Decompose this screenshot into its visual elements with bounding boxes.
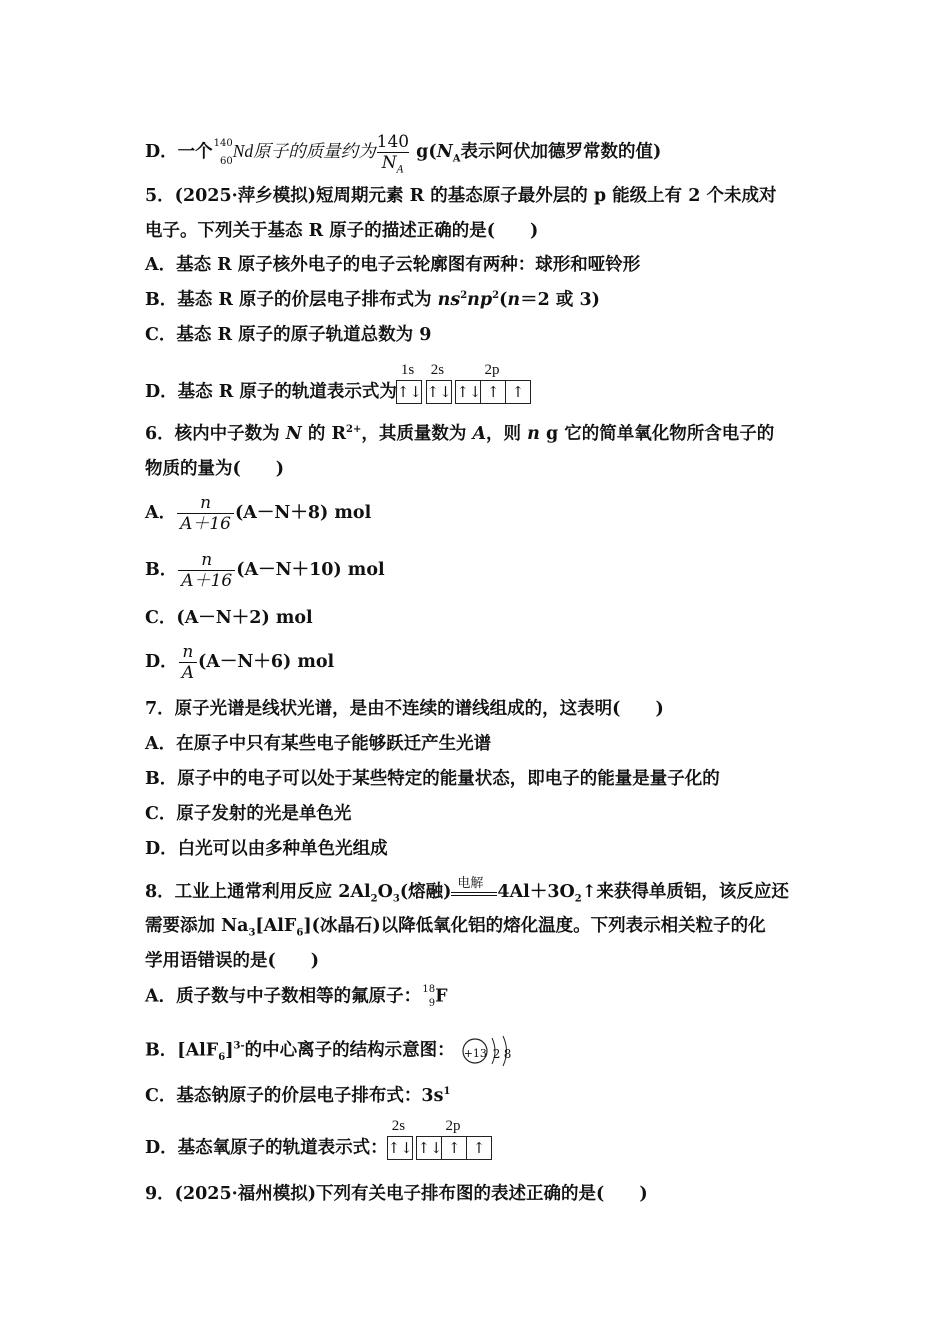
q4d-label: D．一个 [145, 142, 213, 162]
q9-stem: 9．(2025·福州模拟)下列有关电子排布图的表述正确的是( ) [145, 1184, 648, 1204]
q7-option-c: C．原子发射的光是单色光 [145, 804, 352, 824]
q6-option-a: A． $\frac{n}{A+16}$ (A－N＋8) mol [145, 493, 372, 534]
q5-stem-line2: 电子。下列关于基态 R 原子的描述正确的是( ) [145, 221, 539, 241]
nd-symbol: Nd [232, 141, 254, 161]
q8-option-b: B．$[AlF_6]^{3-}$的中心离子的结构示意图： +13 2 8 [145, 1033, 517, 1069]
electrolysis-arrow: 电解 [451, 890, 497, 896]
q6-option-d: D． $\frac{n}{A}$ (A－N＋6) mol [145, 642, 335, 683]
mass-fraction: $\frac{140}{N_A}$ [376, 132, 410, 176]
q5-stem-line1: 5．(2025·萍乡模拟)短周期元素 R 的基态原子最外层的 p 能级上有 2 个未成对 [145, 186, 777, 206]
q4-option-d: D．一个 140 60 Nd原子的质量约为 $\frac{140}{N_A}$ $g(N_A$表示阿伏加德罗常数的值) [145, 132, 662, 176]
q6-option-b: B． $\frac{n}{A+16}$ (A－N＋10) mol [145, 550, 385, 591]
orbital-diagram-o: 2s ↑↓ 2p ↑↓ ↑ ↑ [388, 1136, 497, 1160]
q6-stem-line1: 6．核内中子数为 N 的 $R^{2+}$，其质量数为 A，则 n g 它的简单氧化物所含电子的 [145, 424, 775, 444]
q5-option-d: D．基态 R 原子的轨道表示式为 1s ↑↓ 2s ↑↓ 2p ↑↓ ↑ ↑ [145, 380, 536, 406]
q8-stem-line1: 8．工业上通常利用反应 $2Al_2O_3$(熔融) 电解 $4Al+3O_2↑$来获得单质铝，该反应还 [145, 875, 789, 905]
nd-isotope: 140 60 [213, 137, 233, 167]
q8-stem-line2: 需要添加 $Na_3[AlF_6]$(冰晶石)以降低氧化铝的熔化温度。下列表示相关粒子的化 [145, 916, 766, 939]
q6-stem-line2: 物质的量为( ) [145, 459, 285, 479]
q7-stem: 7．原子光谱是线状光谱，是由不连续的谱线组成的，这表明( ) [145, 699, 664, 719]
q7-option-a: A．在原子中只有某些电子能够跃迁产生光谱 [145, 734, 492, 754]
q6-option-c: C．(A－N＋2) mol [145, 608, 313, 628]
q4d-italic-text: 原子的质量约为 [253, 141, 376, 161]
q5-option-c: C．基态 R 原子的原子轨道总数为 9 [145, 325, 432, 345]
q8-option-d: D．基态氧原子的轨道表示式： 2s ↑↓ 2p ↑↓ ↑ ↑ [145, 1136, 497, 1162]
f-isotope: 18 9 [422, 984, 436, 1009]
q8-option-a: A．质子数与中子数相等的氟原子： 18 9 F [145, 984, 448, 1009]
q8-stem-line3: 学用语错误的是( ) [145, 951, 320, 971]
q5-option-b: B．基态 R 原子的价层电子排布式为 $ns^2np^2(n=2$ 或 3) [145, 290, 600, 310]
q5-option-a: A．基态 R 原子核外电子的电子云轮廓图有两种：球形和哑铃形 [145, 255, 641, 275]
q7-option-b: B．原子中的电子可以处于某些特定的能量状态，即电子的能量是量子化的 [145, 769, 720, 789]
q8-option-c: C．基态钠原子的价层电子排布式：$3s^1$ [145, 1086, 451, 1106]
q7-option-d: D．白光可以由多种单色光组成 [145, 839, 388, 859]
orbital-diagram-r: 1s ↑↓ 2s ↑↓ 2p ↑↓ ↑ ↑ [397, 380, 536, 404]
al-ion-structure-diagram: +13 2 8 [461, 1033, 517, 1069]
